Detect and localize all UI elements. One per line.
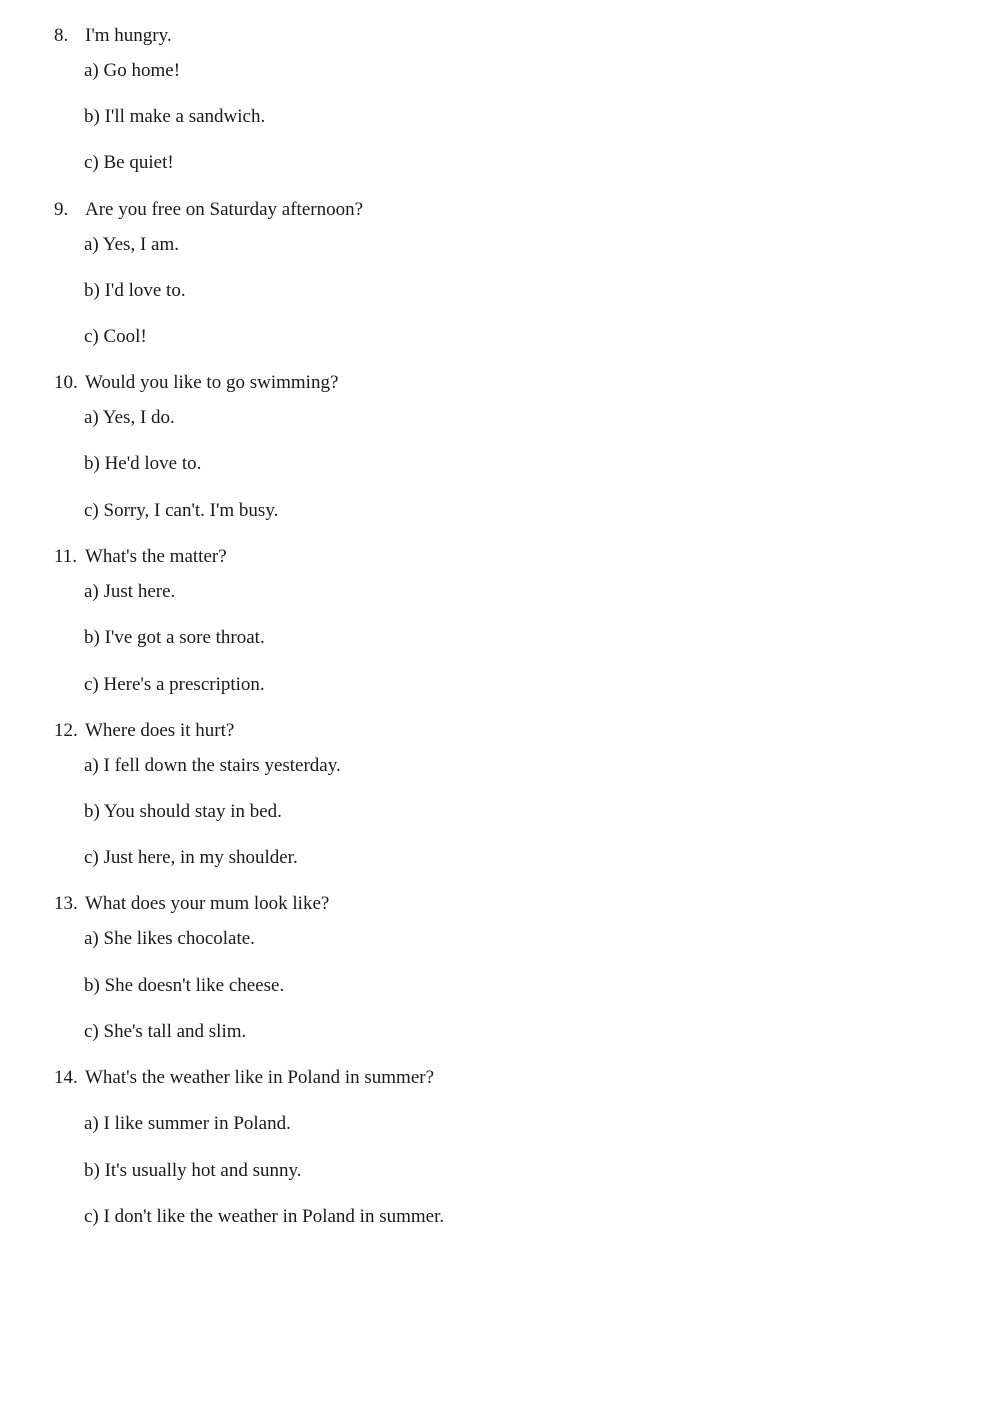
answer-option-c[interactable]: c) Be quiet!: [84, 152, 174, 173]
answer-option-c[interactable]: c) Just here, in my shoulder.: [84, 847, 298, 868]
answer-option-c[interactable]: c) I don't like the weather in Poland in summer.: [84, 1206, 445, 1227]
question-text: I'm hungry.: [85, 25, 172, 46]
answer-option-b[interactable]: b) You should stay in bed.: [84, 801, 282, 822]
question-10: [54, 372, 338, 394]
question-text: Are you free on Saturday afternoon?: [85, 199, 364, 220]
question-number: 11.: [54, 546, 78, 567]
question-number: 10.: [54, 372, 78, 393]
question-number: 13.: [54, 893, 78, 914]
answer-option-b[interactable]: b) I'll make a sandwich.: [84, 106, 266, 127]
question-number: 9.: [54, 199, 69, 220]
answer-option-a[interactable]: a) She likes chocolate.: [84, 928, 255, 949]
question-8: [54, 25, 172, 47]
answer-option-c[interactable]: c) Sorry, I can't. I'm busy.: [84, 500, 279, 521]
question-number: 12.: [54, 720, 78, 741]
question-text: What's the weather like in Poland in summer?: [85, 1067, 435, 1088]
answer-option-c[interactable]: c) Cool!: [84, 326, 147, 347]
answer-option-a[interactable]: a) Yes, I am.: [84, 234, 179, 255]
answer-option-a[interactable]: a) Yes, I do.: [84, 407, 175, 428]
question-text: What's the matter?: [85, 546, 227, 567]
answer-option-b[interactable]: b) She doesn't like cheese.: [84, 975, 285, 996]
answer-option-a[interactable]: a) Go home!: [84, 60, 181, 81]
answer-option-b[interactable]: b) I've got a sore throat.: [84, 627, 265, 648]
answer-option-c[interactable]: c) She's tall and slim.: [84, 1021, 247, 1042]
question-9: [54, 199, 363, 221]
answer-option-b[interactable]: b) He'd love to.: [84, 453, 202, 474]
question-12: [54, 720, 234, 742]
answer-option-a[interactable]: a) I like summer in Poland.: [84, 1113, 291, 1134]
question-11: [54, 546, 227, 568]
answer-option-a[interactable]: a) Just here.: [84, 581, 176, 602]
question-number: 8.: [54, 25, 69, 46]
question-text: What does your mum look like?: [85, 893, 330, 914]
question-text: Where does it hurt?: [85, 720, 235, 741]
answer-option-c[interactable]: c) Here's a prescription.: [84, 674, 265, 695]
answer-option-a[interactable]: a) I fell down the stairs yesterday.: [84, 755, 341, 776]
answer-option-b[interactable]: b) I'd love to.: [84, 280, 186, 301]
answer-option-b[interactable]: b) It's usually hot and sunny.: [84, 1160, 302, 1181]
question-text: Would you like to go swimming?: [85, 372, 339, 393]
question-14: [54, 1067, 434, 1089]
question-13: [54, 893, 329, 915]
question-number: 14.: [54, 1067, 78, 1088]
